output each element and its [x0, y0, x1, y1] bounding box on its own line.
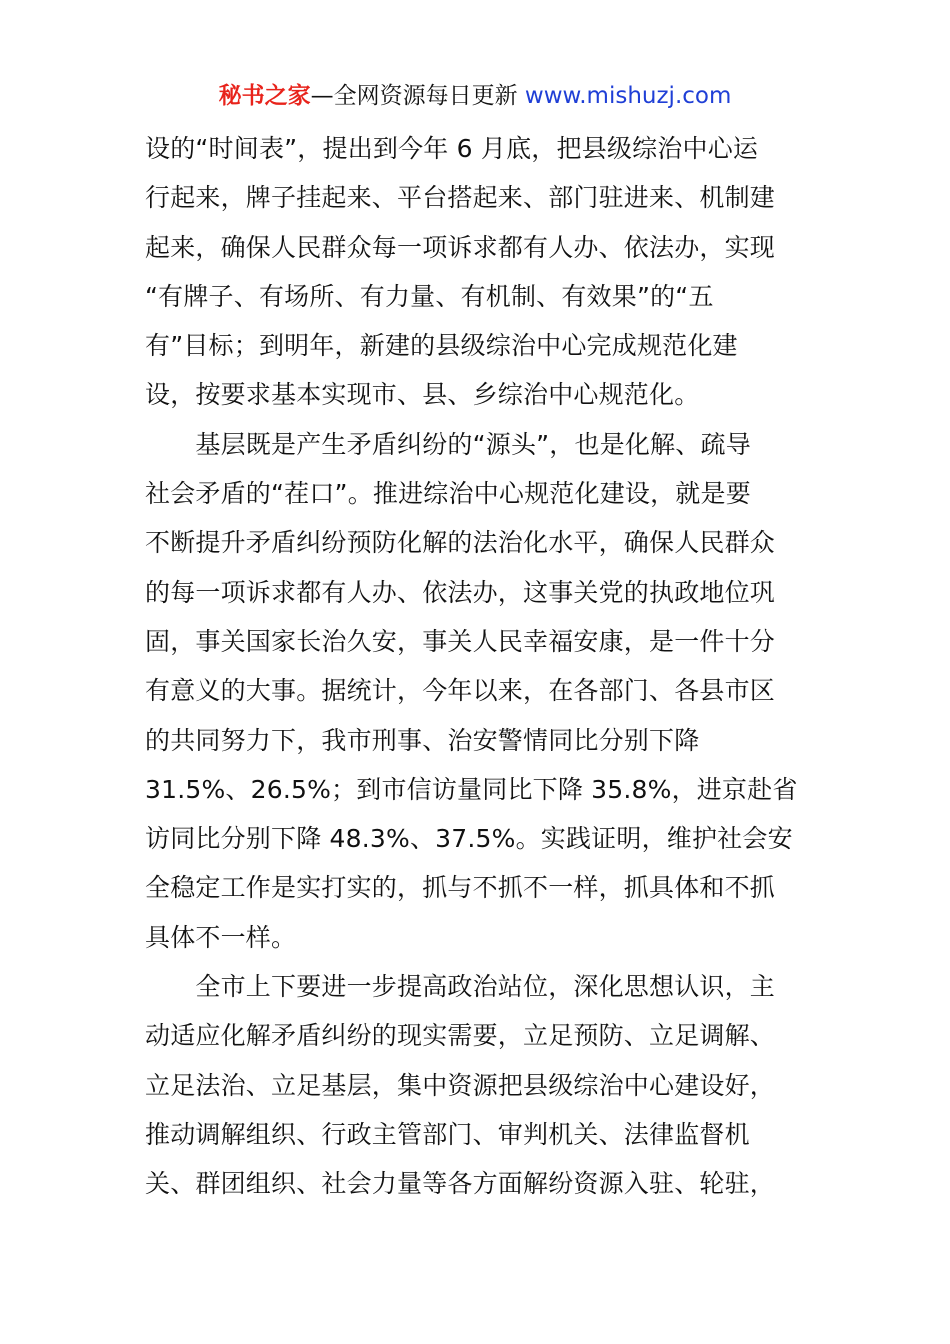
text-line: 关、群团组织、社会力量等各方面解纷资源入驻、轮驻，: [145, 1169, 776, 1199]
brand-name: 秘书之家: [218, 83, 311, 109]
text-line: 固，事关国家长治久安，事关人民幸福安康，是一件十分: [145, 626, 776, 656]
text-line: 的每一项诉求都有人办、依法办，这事关党的执政地位巩: [145, 577, 776, 607]
text-line: 访同比分别下降 48.3%、37.5%。实践证明，维护社会安: [145, 824, 793, 854]
site-url-link[interactable]: www.mishuzj.com: [524, 83, 732, 109]
text-line: 推动调解组织、行政主管部门、审判机关、法律监督机: [145, 1119, 750, 1149]
text-line: 有意义的大事。据统计，今年以来，在各部门、各县市区: [145, 676, 776, 706]
page-header: [0, 80, 950, 112]
text-line: 不断提升矛盾纠纷预防化解的法治化水平，确保人民群众: [145, 528, 776, 558]
text-line: 31.5%、26.5%；到市信访量同比下降 35.8%，进京赴省: [145, 774, 798, 804]
text-line: “有牌子、有场所、有力量、有机制、有效果”的“五: [145, 281, 714, 311]
text-line: 社会矛盾的“茬口”。推进综治中心规范化建设，就是要: [145, 479, 751, 509]
text-line: 动适应化解矛盾纠纷的现实需要，立足预防、立足调解、: [145, 1021, 776, 1051]
text-line: 起来，确保人民群众每一项诉求都有人办、依法办，实现: [145, 232, 776, 262]
text-line: 基层既是产生矛盾纠纷的“源头”，也是化解、疏导: [145, 429, 751, 459]
header-tagline: —全网资源每日更新: [310, 83, 518, 109]
text-line: 行起来，牌子挂起来、平台搭起来、部门驻进来、机制建: [145, 183, 776, 213]
text-line: 立足法治、立足基层，集中资源把县级综治中心建设好，: [145, 1070, 776, 1100]
text-line: 有”目标；到明年，新建的县级综治中心完成规范化建: [145, 331, 738, 361]
text-line: 全市上下要进一步提高政治站位，深化思想认识，主: [145, 972, 776, 1002]
text-line: 设，按要求基本实现市、县、乡综治中心规范化。: [145, 380, 700, 410]
text-line: 具体不一样。: [145, 922, 297, 952]
text-line: 设的“时间表”，提出到今年 6 月底，把县级综治中心运: [145, 134, 759, 163]
document-body: [145, 124, 810, 1209]
text-line: 全稳定工作是实打实的，抓与不抓不一样，抓具体和不抓: [145, 873, 776, 903]
text-line: 的共同努力下，我市刑事、治安警情同比分别下降: [145, 725, 700, 755]
